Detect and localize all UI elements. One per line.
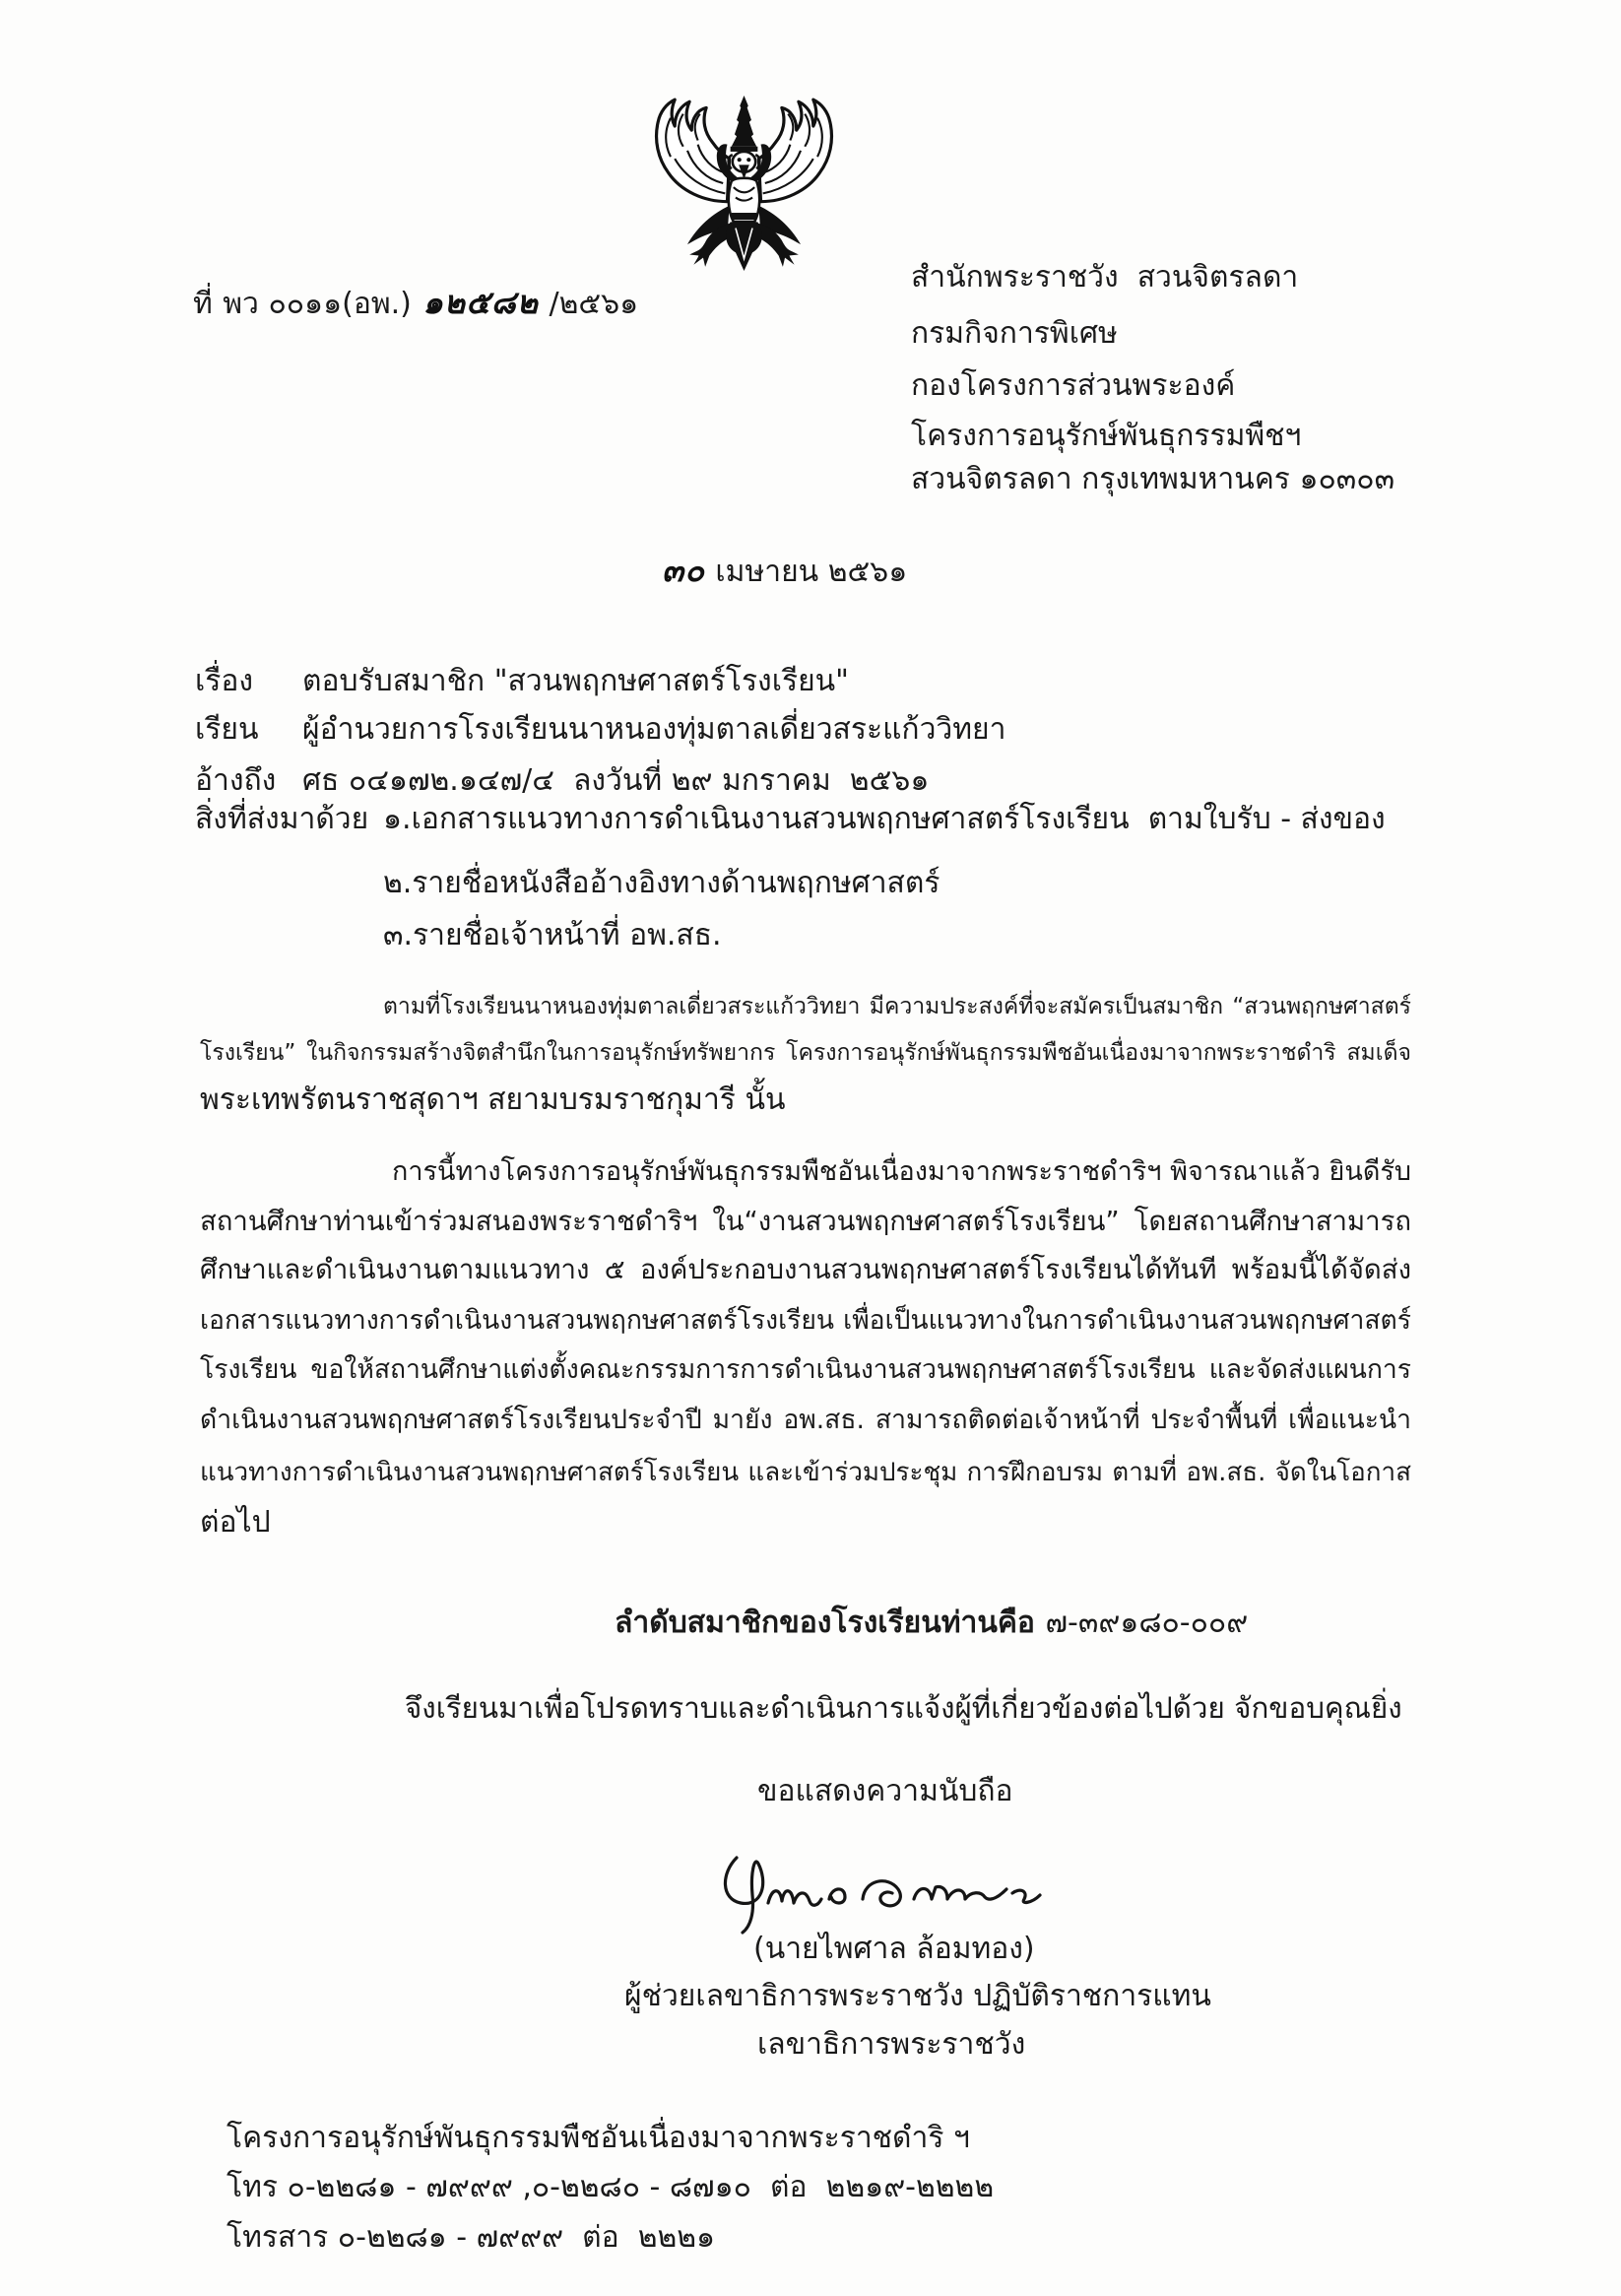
subject-label: เรื่อง [195, 664, 254, 698]
sender-line-4: โครงการอนุรักษ์พันธุกรรมพืชฯ [911, 419, 1302, 453]
footer-fax: โทรสาร ๐-๒๒๘๑ - ๗๙๙๙ ต่อ ๒๒๒๑ [227, 2220, 716, 2255]
paragraph2-line-5: โรงเรียน ขอให้สถานศึกษาแต่งตั้งคณะกรรมการการดำเนินงานสวนพฤกษศาสตร์โรงเรียน และจัดส่งแผนการ [200, 1354, 1411, 1385]
enclosures-label: สิ่งที่ส่งมาด้วย [195, 802, 369, 836]
date-day: ๓๐ [662, 552, 705, 589]
paragraph2-line-8: ต่อไป [200, 1505, 271, 1540]
sender-line-5: สวนจิตรลดา กรุงเทพมหานคร ๑๐๓๐๓ [911, 462, 1395, 496]
subject-value: ตอบรับสมาชิก "สวนพฤกษศาสตร์โรงเรียน" [302, 664, 849, 698]
membership-label: ลำดับสมาชิกของโรงเรียนท่านคือ [615, 1606, 1035, 1640]
reference-doc-value: ศธ ๐๔๑๗๒.๑๔๗/๔ ลงวันที่ ๒๙ มกราคม ๒๕๖๑ [302, 763, 930, 798]
paragraph2-line-6: ดำเนินงานสวนพฤกษศาสตร์โรงเรียนประจำปี มายัง อพ.สธ. สามารถติดต่อเจ้าหน้าที่ ประจำพื้นที่ เพื่อแนะนำ [200, 1405, 1411, 1435]
paragraph1-line-1: ตามที่โรงเรียนนาหนองทุ่มตาลเดี่ยวสระแก้ววิทยา มีความประสงค์ที่จะสมัครเป็นสมาชิก “สวนพฤกษศาสตร์ [383, 994, 1411, 1019]
date-month-year: เมษายน ๒๕๖๑ [715, 555, 908, 589]
closing-request: จึงเรียนมาเพื่อโปรดทราบและดำเนินการแจ้งผู้ที่เกี่ยวข้องต่อไปด้วย จักขอบคุณยิ่ง [405, 1691, 1402, 1725]
paragraph2-line-1: การนี้ทางโครงการอนุรักษ์พันธุกรรมพืชอันเนื่องมาจากพระราชดำริฯ พิจารณาแล้ว ยินดีรับ [392, 1156, 1411, 1187]
signatory-name: (นายไพศาล ล้อมทอง) [753, 1932, 1035, 1966]
footer-phone: โทร ๐-๒๒๘๑ - ๗๙๙๙ ,๐-๒๒๘๐ - ๘๗๑๐ ต่อ ๒๒๑๙-๒๒๒๒ [227, 2170, 995, 2204]
signature [707, 1844, 1062, 1937]
reference-number: ๑๒๕๘๒ [422, 284, 539, 321]
paragraph2-line-4: เอกสารแนวทางการดำเนินงานสวนพฤกษศาสตร์โรงเรียน เพื่อเป็นแนวทางในการดำเนินงานสวนพฤกษศาสตร์ [200, 1305, 1411, 1336]
signatory-position: ผู้ช่วยเลขาธิการพระราชวัง ปฏิบัติราชการแทน [624, 1979, 1211, 2013]
paragraph2-line-2: สถานศึกษาท่านเข้าร่วมสนองพระราชดำริฯ ใน“งานสวนพฤกษศาสตร์โรงเรียน” โดยสถานศึกษาสามารถ [200, 1206, 1411, 1237]
reference-year: /๒๕๖๑ [549, 287, 639, 321]
to-value: ผู้อำนวยการโรงเรียนนาหนองทุ่มตาลเดี่ยวสระแก้ววิทยา [302, 712, 1006, 747]
signatory-position-2: เลขาธิการพระราชวัง [757, 2027, 1026, 2062]
sender-line-1: สำนักพระราชวัง สวนจิตรลดา [911, 260, 1299, 295]
reference-line [193, 283, 646, 322]
paragraph2-line-3: ศึกษาและดำเนินงานตามแนวทาง ๕ องค์ประกอบงานสวนพฤกษศาสตร์โรงเรียนได้ทันที พร้อมนี้ได้จัดส่ง [200, 1254, 1411, 1285]
enclosure-item-3: ๓.รายชื่อเจ้าหน้าที่ อพ.สธ. [383, 918, 722, 952]
enclosure-item-2: ๒.รายชื่อหนังสืออ้างอิงทางด้านพฤกษศาสตร์ [383, 866, 940, 900]
footer-office: โครงการอนุรักษ์พันธุกรรมพืชอันเนื่องมาจากพระราชดำริ ฯ [227, 2121, 970, 2155]
reference-label: ที่ [193, 287, 213, 321]
membership-line [615, 1604, 1422, 1643]
reference-office-code: พว ๐๐๑๑(อพ.) [223, 287, 412, 321]
sender-line-2: กรมกิจการพิเศษ [911, 316, 1118, 351]
letter-date [662, 551, 1154, 590]
membership-number: ๗-๓๙๑๘๐-๐๐๙ [1045, 1606, 1249, 1640]
reference-doc-label: อ้างถึง [195, 763, 277, 798]
salutation: ขอแสดงความนับถือ [757, 1774, 1013, 1808]
paragraph1-line-3: พระเทพรัตนราชสุดาฯ สยามบรมราชกุมารี นั้น [200, 1082, 786, 1117]
paragraph1-line-2: โรงเรียน” ในกิจกรรมสร้างจิตสำนึกในการอนุรักษ์ทรัพยากร โครงการอนุรักษ์พันธุกรรมพืชอันเนื่องมาจากพระราชดำริ สมเด็จ [200, 1040, 1411, 1066]
garuda-emblem [639, 96, 849, 299]
paragraph2-line-7: แนวทางการดำเนินงานสวนพฤกษศาสตร์โรงเรียน และเข้าร่วมประชุม การฝึกอบรม ตามที่ อพ.สธ. จัดในโอกาส [200, 1458, 1411, 1487]
to-label: เรียน [195, 712, 259, 747]
enclosure-item-1: ๑.เอกสารแนวทางการดำเนินงานสวนพฤกษศาสตร์โรงเรียน ตามใบรับ - ส่งของ [383, 802, 1386, 836]
sender-line-3: กองโครงการส่วนพระองค์ [911, 368, 1236, 403]
